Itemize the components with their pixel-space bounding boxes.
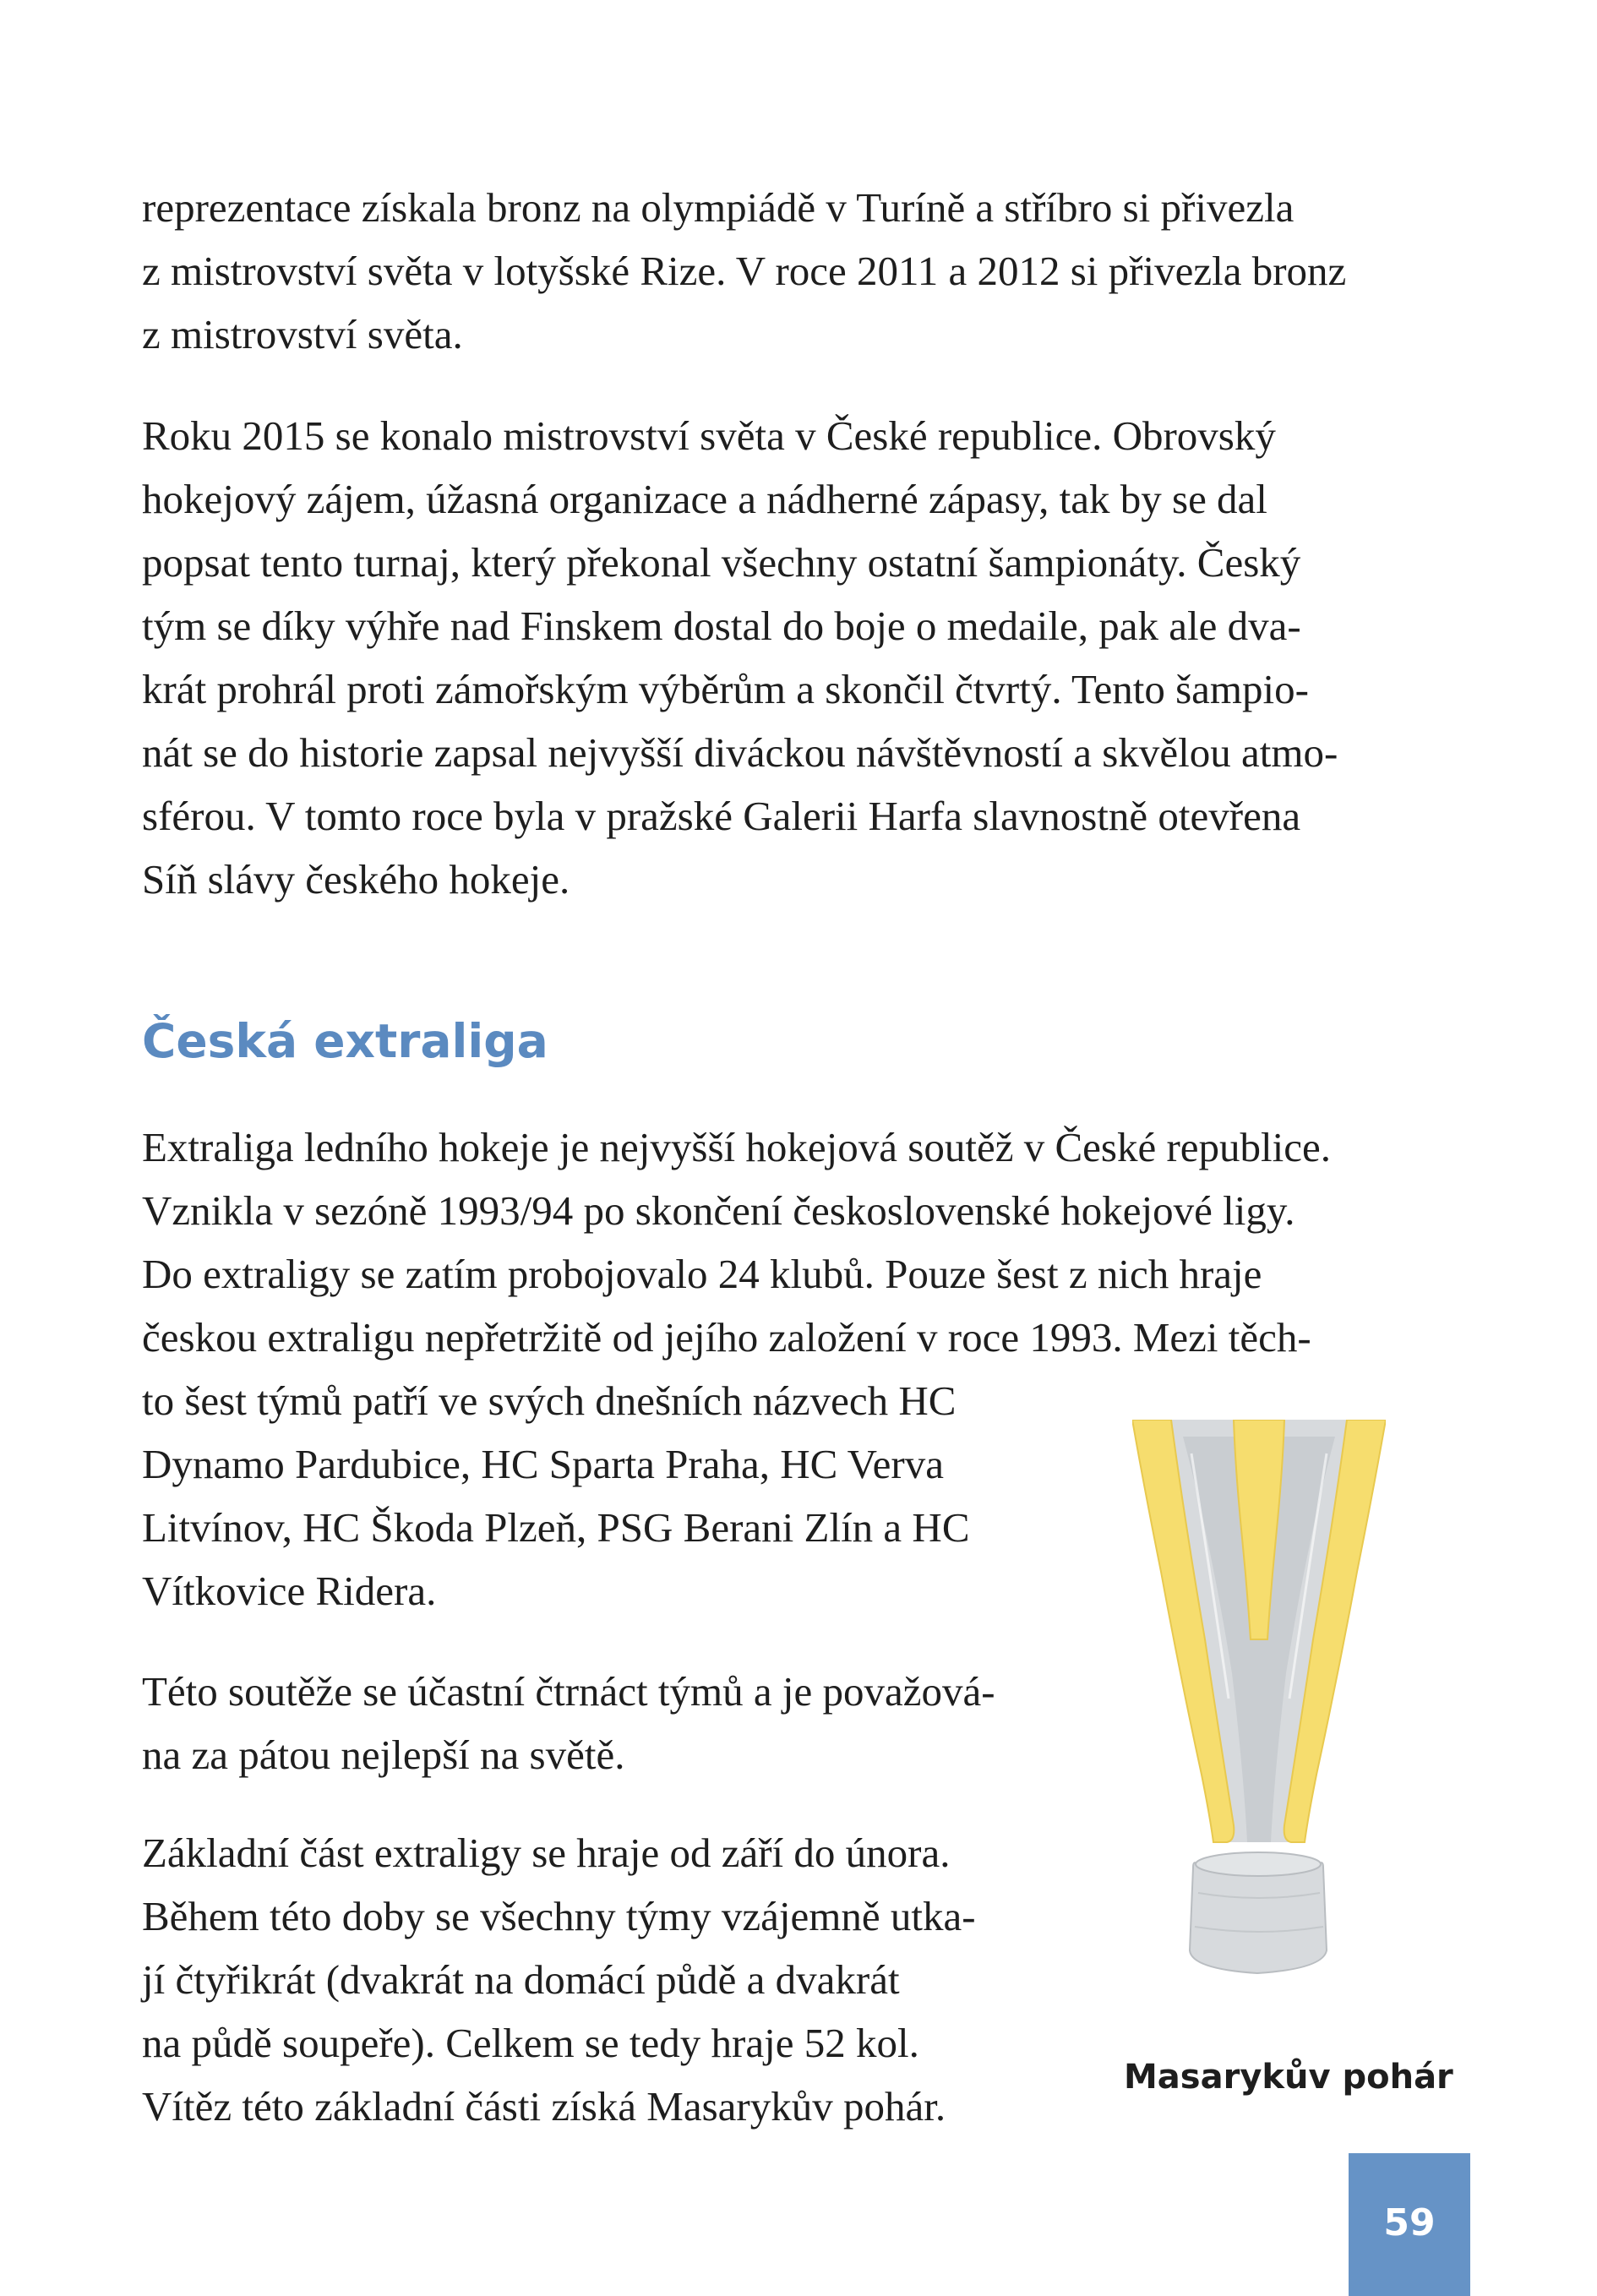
trophy-cup-icon xyxy=(1132,1420,1386,2011)
text-line: hokejový zájem, úžasná organizace a nádherné zápasy, tak by se dal xyxy=(142,476,1267,522)
text-line: reprezentace získala bronz na olympiádě v Turíně a stříbro si přivezla xyxy=(142,184,1294,231)
text-line: Síň slávy českého hokeje. xyxy=(142,856,570,903)
text-line: nát se do historie zapsal nejvyšší diváckou návštěvností a skvělou atmo- xyxy=(142,729,1338,776)
text-line: Vítěz této základní části získá Masarykův pohár. xyxy=(142,2083,946,2130)
section-heading: Česká extraliga xyxy=(142,1014,548,1068)
text-line: z mistrovství světa. xyxy=(142,311,463,357)
text-line: sférou. V tomto roce byla v pražské Galerii Harfa slavnostně otevřena xyxy=(142,793,1301,839)
text-line: Extraliga ledního hokeje je nejvyšší hokejová soutěž v České republice. xyxy=(142,1124,1331,1170)
text-line: na půdě soupeře). Celkem se tedy hraje 52 kol. xyxy=(142,2020,919,2066)
text-line: tým se díky výhře nad Finskem dostal do boje o medaile, pak ale dva- xyxy=(142,603,1301,649)
text-line: Roku 2015 se konalo mistrovství světa v České republice. Obrovský xyxy=(142,412,1276,459)
text-line: krát prohrál proti zámořským výběrům a skončil čtvrtý. Tento šampio- xyxy=(142,666,1309,712)
text-line: Dynamo Pardubice, HC Sparta Praha, HC Verva xyxy=(142,1441,944,1487)
text-line: jí čtyřikrát (dvakrát na domácí půdě a dvakrát xyxy=(142,1956,900,2003)
text-line: Vítkovice Ridera. xyxy=(142,1568,437,1614)
text-line: Vznikla v sezóně 1993/94 po skončení československé hokejové ligy. xyxy=(142,1187,1295,1234)
text-line: Této soutěže se účastní čtrnáct týmů a je považová- xyxy=(142,1668,995,1715)
paragraph-teams-count xyxy=(142,1660,1114,1786)
page-number-badge xyxy=(1349,2153,1470,2296)
text-line: popsat tento turnaj, který překonal všechny ostatní šampionáty. Český xyxy=(142,539,1301,586)
paragraph-intro xyxy=(142,176,1460,366)
text-line: Základní část extraligy se hraje od září do února. xyxy=(142,1830,951,1876)
text-line: Litvínov, HC Škoda Plzeň, PSG Berani Zlín a HC xyxy=(142,1504,970,1551)
paragraph-regular-season xyxy=(142,1821,1114,2138)
text-line: českou extraligu nepřetržitě od jejího založení v roce 1993. Mezi těch- xyxy=(142,1314,1311,1361)
figure-caption: Masarykův pohár xyxy=(1124,2058,1453,2097)
page-number: 59 xyxy=(1383,2201,1436,2244)
text-line: na za pátou nejlepší na světě. xyxy=(142,1732,625,1778)
text-line: Do extraligy se zatím probojovalo 24 klubů. Pouze šest z nich hraje xyxy=(142,1251,1262,1297)
paragraph-2015-championship xyxy=(142,404,1460,911)
text-line: to šest týmů patří ve svých dnešních názvech HC xyxy=(142,1377,957,1424)
text-line: z mistrovství světa v lotyšské Rize. V roce 2011 a 2012 si přivezla bronz xyxy=(142,248,1347,294)
text-line: Během této doby se všechny týmy vzájemně utka- xyxy=(142,1893,976,1939)
